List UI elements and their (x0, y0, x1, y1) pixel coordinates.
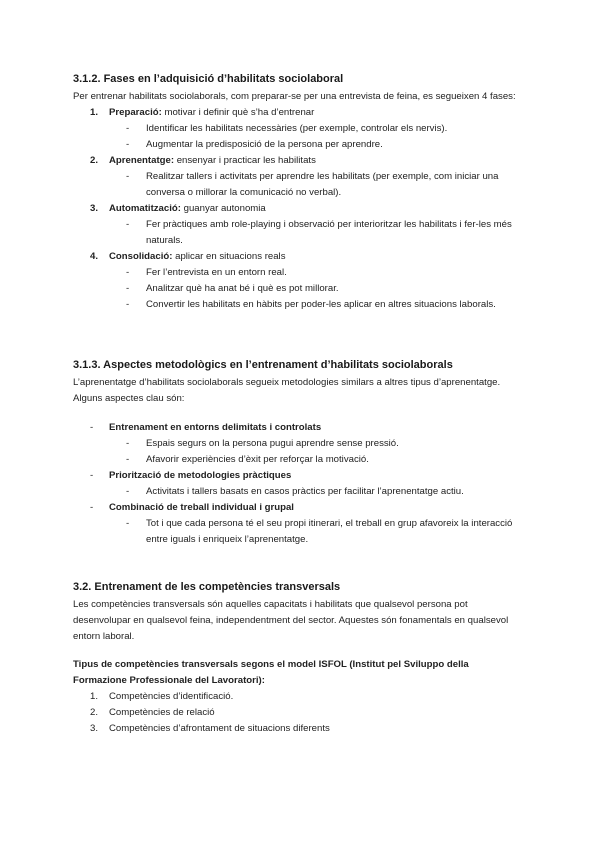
phase-item (73, 153, 521, 169)
aspect-item: - Priorització de metodologies pràctiques (90, 470, 292, 481)
section-3-1-3-intro: L’aprenentatge d’habilitats sociolaborals segueix metodologies similars a altres tipus d’aprenentatge. Alguns aspectes clau són: (73, 377, 501, 404)
phase-subitem: - Realitzar tallers i activitats per aprendre les habilitats (per exemple, com iniciar una conversa o millorar la comunicació no verbal). (126, 171, 499, 198)
section-3-1-2 (73, 71, 521, 313)
phase-number: 1. (90, 107, 99, 118)
phase-item (73, 249, 521, 265)
competence-item: 2. Competències de relació (90, 707, 215, 718)
phase-item (73, 201, 521, 217)
aspect-subitem: - Espais segurs on la persona pugui aprendre sense pressió. (126, 438, 399, 449)
phase-subitem: - Augmentar la predisposició de la persona per aprendre. (126, 139, 383, 150)
section-3-2-intro: Les competències transversals són aquelles capacitats i habilitats que qualsevol persona pot desenvolupar en qualsevol feina, independentment del sector. Aquestes són fonamentals en qualsevol entorn laboral. (73, 599, 509, 642)
aspect-subitem: - Tot i que cada persona té el seu propi itinerari, el treball en grup afavoreix la interacció entre iguals i enriqueix l’aprenentatge. (126, 518, 513, 545)
aspect-item: - Combinació de treball individual i grupal (90, 502, 294, 513)
section-3-1-2-heading: 3.1.2. Fases en l’adquisició d’habilitats sociolaboral (73, 73, 344, 85)
phase-item (73, 105, 521, 121)
phase-subitem: - Fer l’entrevista en un entorn real. (126, 267, 287, 278)
phase-number: 4. (90, 251, 99, 262)
phase-text: ensenyar i practicar les habilitats (174, 155, 316, 166)
phase-subitem: - Convertir les habilitats en hàbits per poder-les aplicar en altres situacions laborals. (126, 299, 496, 310)
section-3-1-2-intro: Per entrenar habilitats sociolaborals, com preparar-se per una entrevista de feina, es segueixen 4 fases: (73, 91, 516, 102)
aspect-title: Combinació de treball individual i grupal (109, 502, 294, 513)
phase-title: Preparació: (109, 107, 162, 118)
phase-title: Consolidació: (109, 251, 173, 262)
phase-number: 2. (90, 155, 99, 166)
phase-subitem: - Analitzar què ha anat bé i què es pot millorar. (126, 283, 339, 294)
aspect-title: Priorització de metodologies pràctiques (109, 470, 292, 481)
phase-subitem: - Identificar les habilitats necessàries (per exemple, controlar els nervis). (126, 123, 448, 134)
section-3-2 (73, 579, 521, 737)
phase-title: Automatització: (109, 203, 181, 214)
aspect-subitem: - Afavorir experiències d’èxit per reforçar la motivació. (126, 454, 369, 465)
section-3-1-3 (73, 357, 521, 548)
competence-item: 1. Competències d’identificació. (90, 691, 234, 702)
aspect-item: - Entrenament en entorns delimitats i controlats (90, 422, 322, 433)
phase-text: aplicar en situacions reals (172, 251, 286, 262)
aspect-title: Entrenament en entorns delimitats i controlats (109, 422, 322, 433)
competence-item: 3. Competències d’afrontament de situacions diferents (90, 723, 330, 734)
aspect-subitem: - Activitats i tallers basats en casos pràctics per facilitar l’aprenentatge actiu. (126, 486, 464, 497)
section-3-2-heading: 3.2. Entrenament de les competències transversals (73, 581, 341, 593)
phase-title: Aprenentatge: (109, 155, 175, 166)
phase-number: 3. (90, 203, 99, 214)
phase-text: guanyar autonomia (180, 203, 266, 214)
section-3-2-subheading: Tipus de competències transversals segons el model ISFOL (Institut pel Sviluppo della Formazione Professionale del Lavoratori): (73, 659, 469, 686)
phase-subitem: - Fer pràctiques amb role-playing i observació per interioritzar les habilitats i fer-les més naturals. (126, 219, 512, 246)
section-3-1-3-heading: 3.1.3. Aspectes metodològics en l’entrenament d’habilitats sociolaborals (73, 359, 453, 371)
phase-text: motivar i definir què s’ha d’entrenar (161, 107, 315, 118)
